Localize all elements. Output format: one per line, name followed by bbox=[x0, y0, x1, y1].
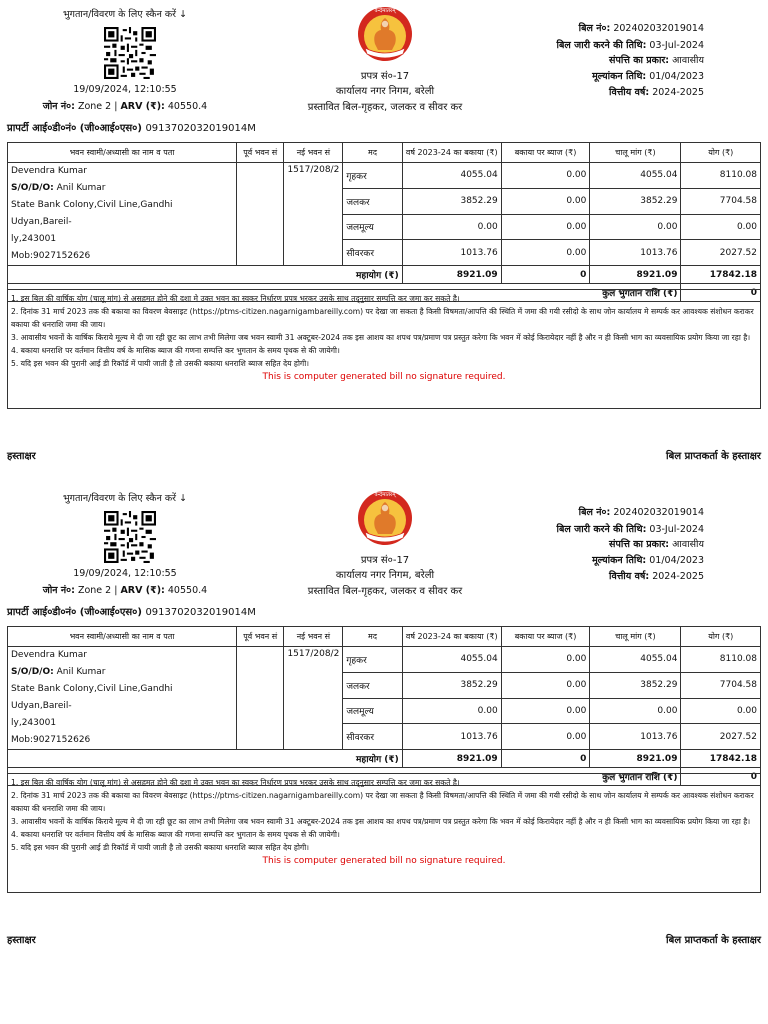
owner-relation bbox=[11, 664, 233, 681]
notes-box bbox=[7, 289, 761, 409]
payable-amount: 0 bbox=[681, 284, 761, 302]
owner-address-line2: ly,243001 bbox=[11, 234, 57, 244]
zone-label: जोन नं०: bbox=[42, 585, 75, 596]
item-name: जलमूल्य bbox=[343, 698, 402, 724]
nagar-nigam-logo bbox=[355, 488, 415, 550]
emblem-icon bbox=[355, 488, 415, 550]
property-id-label: प्रापर्टी आई०डी०नं० (जी०आई०एस०) bbox=[7, 123, 142, 134]
property-type bbox=[609, 537, 704, 550]
arv-value: 40550.4 bbox=[167, 101, 208, 112]
item-name: जलमूल्य bbox=[343, 214, 402, 240]
bill-number-label: बिल नं०: bbox=[578, 23, 611, 34]
zone-value: Zone 2 bbox=[77, 101, 112, 112]
note-item: 1. इस बिल की वार्षिक योग (चालू मांग) से असहमत होने की दशा मे उक्त भवन का स्वकर निर्धारण प्रपत्र भरकर उसके साथ तद्नुसार सम्पत्ति कर जमा कर सकते है। bbox=[11, 294, 460, 303]
item-name: सीवरकर bbox=[343, 724, 402, 750]
total-value: 7704.58 bbox=[681, 188, 761, 214]
arrear-value: 3852.29 bbox=[402, 188, 501, 214]
zone-arv: जोन नं०: Zone 2 | ARV (₹): 40550.4 bbox=[42, 585, 208, 596]
arrear-value: 1013.76 bbox=[402, 240, 501, 266]
current-value: 1013.76 bbox=[590, 240, 681, 266]
note-item: 2. दिनांक 31 मार्च 2023 तक की बकाया का विवरण बेवसाइट (https://ptms-citizen.nagarnigambareilly.com) पर देखा जा सकता है किसी विषमता/आपत्ति की स्थिति में जमा की गयी रसीदो के साथ जोन कार्यालय मे सम्पर्क कर आवश्यक संशोधन कराकर बकाया की धनराशि जमा की जाय। bbox=[11, 791, 754, 813]
payable-label: कुल भुगतान राशि (₹) bbox=[8, 768, 681, 786]
owner-address-line1: State Bank Colony,Civil Line,Gandhi Udyan,Bareil- bbox=[11, 684, 173, 711]
new-building-no: 1517/208/2 bbox=[284, 647, 343, 750]
property-id-value: 0913702032019014M bbox=[145, 123, 256, 134]
interest-value: 0.00 bbox=[501, 214, 590, 240]
print-datetime: 19/09/2024, 12:10:55 bbox=[73, 84, 177, 95]
arrear-value: 0.00 bbox=[402, 214, 501, 240]
issue-date-value: 03-Jul-2024 bbox=[649, 524, 704, 535]
qr-code-icon bbox=[104, 511, 156, 563]
financial-year-label: वित्तीय वर्ष: bbox=[609, 571, 650, 582]
item-name: जलकर bbox=[343, 188, 402, 214]
col-old-no: पूर्व भवन सं bbox=[236, 627, 283, 647]
note-item: 4. बकाया धनराशि पर वर्तमान वित्तीय वर्ष के मासिक ब्याज की गणना सम्पत्ति कर भुगतान के समय पृथक से की जायेगी। bbox=[11, 830, 340, 839]
zone-value: Zone 2 bbox=[77, 585, 112, 596]
financial-year-value: 2024-2025 bbox=[652, 87, 704, 98]
interest-value: 0.00 bbox=[501, 188, 590, 214]
arrear-value: 0.00 bbox=[402, 698, 501, 724]
scan-instruction: भुगतान/विवरण के लिए स्कैन करें ↓ bbox=[62, 493, 188, 504]
assessment-date bbox=[592, 553, 704, 566]
col-arrear: वर्ष 2023-24 का बकाया (₹) bbox=[402, 143, 501, 163]
total-value: 2027.52 bbox=[681, 240, 761, 266]
qr-code[interactable] bbox=[104, 27, 156, 79]
bill-copy bbox=[0, 484, 768, 968]
qr-code-icon bbox=[104, 27, 156, 79]
property-type-value: आवासीय bbox=[672, 539, 704, 550]
recipient-signature-label: बिल प्राप्तकर्ता के हस्ताक्षर bbox=[666, 935, 761, 946]
grand-interest: 0 bbox=[501, 266, 590, 284]
total-value: 7704.58 bbox=[681, 672, 761, 698]
owner-details bbox=[8, 163, 237, 266]
col-old-no: पूर्व भवन सं bbox=[236, 143, 283, 163]
total-value: 8110.08 bbox=[681, 163, 761, 189]
col-current: चालू मांग (₹) bbox=[590, 143, 681, 163]
issue-date bbox=[557, 38, 704, 51]
col-new-no: नई भवन सं bbox=[284, 627, 343, 647]
owner-details bbox=[8, 647, 237, 750]
current-value: 0.00 bbox=[590, 698, 681, 724]
grand-total-label: महायोग (₹) bbox=[8, 266, 403, 284]
scan-instruction: भुगतान/विवरण के लिए स्कैन करें ↓ bbox=[62, 9, 188, 20]
grand-total-row bbox=[8, 266, 761, 284]
issue-date-value: 03-Jul-2024 bbox=[649, 40, 704, 51]
col-current: चालू मांग (₹) bbox=[590, 627, 681, 647]
property-id bbox=[7, 604, 256, 618]
assessment-date-value: 01/04/2023 bbox=[649, 71, 704, 82]
grand-arrear: 8921.09 bbox=[402, 266, 501, 284]
table-header-row bbox=[8, 627, 761, 647]
col-interest: बकाया पर ब्याज (₹) bbox=[501, 627, 590, 647]
total-value: 8110.08 bbox=[681, 647, 761, 673]
grand-total: 17842.18 bbox=[681, 750, 761, 768]
item-name: गृहकर bbox=[343, 647, 402, 673]
computer-generated-note: This is computer generated bill no signature required. bbox=[262, 856, 506, 866]
total-value: 0.00 bbox=[681, 214, 761, 240]
bill-number-label: बिल नं०: bbox=[578, 507, 611, 518]
financial-year-label: वित्तीय वर्ष: bbox=[609, 87, 650, 98]
owner-relation bbox=[11, 180, 233, 197]
owner-relation-label: S/O/D/O: bbox=[11, 183, 54, 193]
note-item: 5. यदि इस भवन की पुरानी आई डी रिकॉर्ड में पायी जाती है तो उसकी बकाया धनराशि ब्याज सहित देय होगी। bbox=[11, 843, 310, 852]
owner-address-line2: ly,243001 bbox=[11, 718, 57, 728]
current-value: 0.00 bbox=[590, 214, 681, 240]
financial-year bbox=[609, 85, 704, 98]
payable-amount: 0 bbox=[681, 768, 761, 786]
payable-label: कुल भुगतान राशि (₹) bbox=[8, 284, 681, 302]
notes-box bbox=[7, 773, 761, 893]
assessment-date-label: मूल्यांकन तिथि: bbox=[592, 71, 647, 82]
note-item: 3. आवासीय भवनों के वार्षिक किराये मूल्य मे दी जा रही छूट का लाभ तभी मिलेगा जब भवन स्वामी 31 अक्टूबर-2024 तक इस आशय का शपथ पत्र/प्रमाण पत्र प्रस्तुत करेगा कि भवन में कोई किरायेदार नहीं है और न ही किसी भाग का व्यवसायिक प्रयोग किया जा रहा है। bbox=[11, 817, 751, 826]
note-item: 4. बकाया धनराशि पर वर्तमान वित्तीय वर्ष के मासिक ब्याज की गणना सम्पत्ति कर भुगतान के समय पृथक से की जायेगी। bbox=[11, 346, 340, 355]
qr-code[interactable] bbox=[104, 511, 156, 563]
print-datetime: 19/09/2024, 12:10:55 bbox=[73, 568, 177, 579]
grand-current: 8921.09 bbox=[590, 266, 681, 284]
col-item: मद bbox=[343, 143, 402, 163]
grand-current: 8921.09 bbox=[590, 750, 681, 768]
arv-label: ARV (₹): bbox=[120, 585, 165, 596]
col-new-no: नई भवन सं bbox=[284, 143, 343, 163]
item-name: जलकर bbox=[343, 672, 402, 698]
owner-relation-label: S/O/D/O: bbox=[11, 667, 54, 677]
interest-value: 0.00 bbox=[501, 647, 590, 673]
office-name: कार्यालय नगर निगम, बरेली bbox=[335, 86, 435, 97]
col-item: मद bbox=[343, 627, 402, 647]
tax-table bbox=[7, 626, 761, 786]
logo-top-text: वन्देमातरम् bbox=[374, 8, 396, 14]
logo-top-text: वन्देमातरम् bbox=[374, 492, 396, 498]
arv-label: ARV (₹): bbox=[120, 101, 165, 112]
col-total: योग (₹) bbox=[681, 143, 761, 163]
current-value: 3852.29 bbox=[590, 188, 681, 214]
col-owner: भवन स्वामी/अध्यासी का नाम व पता bbox=[8, 143, 237, 163]
interest-value: 0.00 bbox=[501, 163, 590, 189]
owner-address-line1: State Bank Colony,Civil Line,Gandhi Udyan,Bareil- bbox=[11, 200, 173, 227]
total-value: 2027.52 bbox=[681, 724, 761, 750]
computer-generated-note: This is computer generated bill no signature required. bbox=[262, 372, 506, 382]
zone-arv: जोन नं०: Zone 2 | ARV (₹): 40550.4 bbox=[42, 101, 208, 112]
owner-mobile: Mob:9027152626 bbox=[11, 251, 91, 261]
note-item: 1. इस बिल की वार्षिक योग (चालू मांग) से असहमत होने की दशा मे उक्त भवन का स्वकर निर्धारण प्रपत्र भरकर उसके साथ तद्नुसार सम्पत्ति कर जमा कर सकते है। bbox=[11, 778, 460, 787]
owner-relation-value: Anil Kumar bbox=[56, 183, 106, 193]
note-item: 5. यदि इस भवन की पुरानी आई डी रिकॉर्ड में पायी जाती है तो उसकी बकाया धनराशि ब्याज सहित देय होगी। bbox=[11, 359, 310, 368]
property-type bbox=[609, 53, 704, 66]
form-number: प्रपत्र सं०-17 bbox=[360, 555, 410, 566]
bill-number-value: 202402032019014 bbox=[613, 507, 704, 518]
grand-total: 17842.18 bbox=[681, 266, 761, 284]
zone-label: जोन नं०: bbox=[42, 101, 75, 112]
property-type-label: संपत्ति का प्रकार: bbox=[609, 55, 670, 66]
property-type-label: संपत्ति का प्रकार: bbox=[609, 539, 670, 550]
bill-title: प्रस्तावित बिल-गृहकर, जलकर व सीवर कर bbox=[307, 586, 463, 597]
grand-interest: 0 bbox=[501, 750, 590, 768]
owner-mobile: Mob:9027152626 bbox=[11, 735, 91, 745]
interest-value: 0.00 bbox=[501, 698, 590, 724]
form-number: प्रपत्र सं०-17 bbox=[360, 71, 410, 82]
tax-table bbox=[7, 142, 761, 302]
interest-value: 0.00 bbox=[501, 724, 590, 750]
table-header-row bbox=[8, 143, 761, 163]
signature-label: हस्ताक्षर bbox=[7, 935, 36, 946]
col-interest: बकाया पर ब्याज (₹) bbox=[501, 143, 590, 163]
property-id bbox=[7, 120, 256, 134]
bill-number bbox=[579, 21, 704, 34]
old-building-no bbox=[236, 163, 283, 266]
financial-year-value: 2024-2025 bbox=[652, 571, 704, 582]
property-type-value: आवासीय bbox=[672, 55, 704, 66]
current-value: 1013.76 bbox=[590, 724, 681, 750]
grand-total-row bbox=[8, 750, 761, 768]
bill-title: प्रस्तावित बिल-गृहकर, जलकर व सीवर कर bbox=[307, 102, 463, 113]
assessment-date-value: 01/04/2023 bbox=[649, 555, 704, 566]
nagar-nigam-logo bbox=[355, 4, 415, 66]
note-item: 3. आवासीय भवनों के वार्षिक किराये मूल्य मे दी जा रही छूट का लाभ तभी मिलेगा जब भवन स्वामी 31 अक्टूबर-2024 तक इस आशय का शपथ पत्र/प्रमाण पत्र प्रस्तुत करेगा कि भवन में कोई किरायेदार नहीं है और न ही किसी भाग का व्यवसायिक प्रयोग किया जा रहा है। bbox=[11, 333, 751, 342]
table-row bbox=[8, 163, 761, 189]
item-name: सीवरकर bbox=[343, 240, 402, 266]
issue-date-label: बिल जारी करने की तिथि: bbox=[556, 40, 647, 51]
issue-date-label: बिल जारी करने की तिथि: bbox=[556, 524, 647, 535]
current-value: 3852.29 bbox=[590, 672, 681, 698]
arrear-value: 1013.76 bbox=[402, 724, 501, 750]
current-value: 4055.04 bbox=[590, 647, 681, 673]
bill-copy bbox=[0, 0, 768, 484]
emblem-icon bbox=[355, 4, 415, 66]
table-row bbox=[8, 647, 761, 673]
item-name: गृहकर bbox=[343, 163, 402, 189]
property-id-label: प्रापर्टी आई०डी०नं० (जी०आई०एस०) bbox=[7, 607, 142, 618]
col-total: योग (₹) bbox=[681, 627, 761, 647]
note-item: 2. दिनांक 31 मार्च 2023 तक की बकाया का विवरण बेवसाइट (https://ptms-citizen.nagarnigambareilly.com) पर देखा जा सकता है किसी विषमता/आपत्ति की स्थिति में जमा की गयी रसीदो के साथ जोन कार्यालय मे सम्पर्क कर आवश्यक संशोधन कराकर बकाया की धनराशि जमा की जाय। bbox=[11, 307, 754, 329]
office-name: कार्यालय नगर निगम, बरेली bbox=[335, 570, 435, 581]
property-id-value: 0913702032019014M bbox=[145, 607, 256, 618]
interest-value: 0.00 bbox=[501, 240, 590, 266]
recipient-signature-label: बिल प्राप्तकर्ता के हस्ताक्षर bbox=[666, 451, 761, 462]
arrear-value: 4055.04 bbox=[402, 163, 501, 189]
owner-relation-value: Anil Kumar bbox=[56, 667, 106, 677]
assessment-date bbox=[592, 69, 704, 82]
issue-date bbox=[557, 522, 704, 535]
bill-number-value: 202402032019014 bbox=[613, 23, 704, 34]
arrear-value: 4055.04 bbox=[402, 647, 501, 673]
col-arrear: वर्ष 2023-24 का बकाया (₹) bbox=[402, 627, 501, 647]
old-building-no bbox=[236, 647, 283, 750]
assessment-date-label: मूल्यांकन तिथि: bbox=[592, 555, 647, 566]
grand-total-label: महायोग (₹) bbox=[8, 750, 403, 768]
interest-value: 0.00 bbox=[501, 672, 590, 698]
current-value: 4055.04 bbox=[590, 163, 681, 189]
bill-number bbox=[579, 505, 704, 518]
grand-arrear: 8921.09 bbox=[402, 750, 501, 768]
total-value: 0.00 bbox=[681, 698, 761, 724]
arv-value: 40550.4 bbox=[167, 585, 208, 596]
signature-label: हस्ताक्षर bbox=[7, 451, 36, 462]
owner-name: Devendra Kumar bbox=[11, 166, 87, 176]
owner-name: Devendra Kumar bbox=[11, 650, 87, 660]
financial-year bbox=[609, 569, 704, 582]
new-building-no: 1517/208/2 bbox=[284, 163, 343, 266]
col-owner: भवन स्वामी/अध्यासी का नाम व पता bbox=[8, 627, 237, 647]
arrear-value: 3852.29 bbox=[402, 672, 501, 698]
